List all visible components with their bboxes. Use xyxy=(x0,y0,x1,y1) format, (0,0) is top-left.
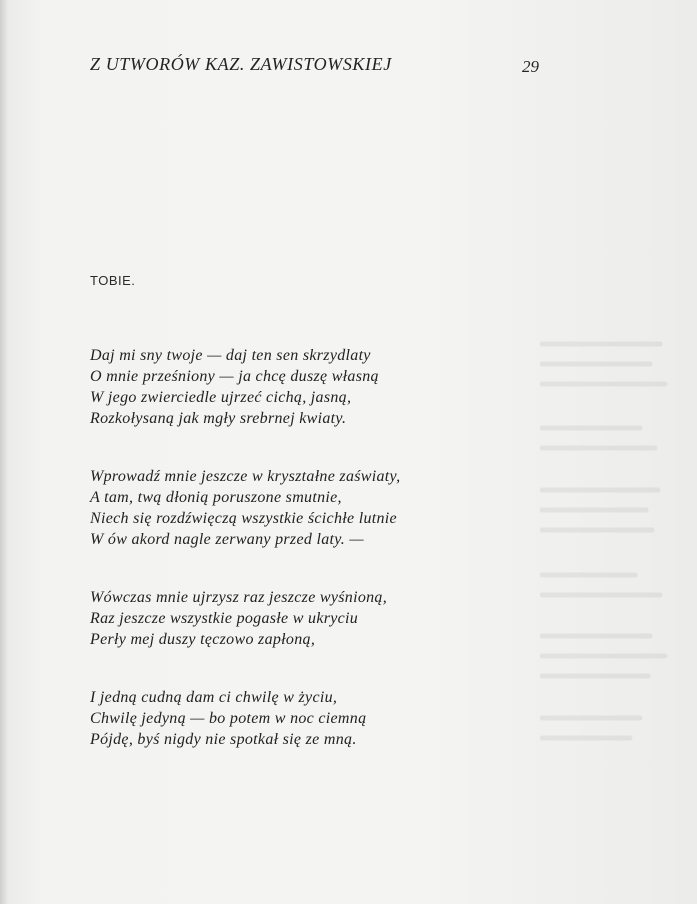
poem-title: TOBIE. xyxy=(90,273,136,288)
verse-line: O mnie prześniony — ja chcę duszę własną xyxy=(90,368,379,385)
verse-line: Pójdę, byś nigdy nie spotkał się ze mną. xyxy=(90,731,357,748)
verse-line: Raz jeszcze wszystkie pogasłe w ukryciu xyxy=(90,610,359,627)
stanza-1 xyxy=(90,345,379,429)
verse-line: Rozkołysaną jak mgły srebrnej kwiaty. xyxy=(90,410,347,427)
verse-line: Wprowadź mnie jeszcze w kryształne zaświaty, xyxy=(90,468,401,485)
verse-line: W ów akord nagle zerwany przed laty. — xyxy=(90,531,364,548)
running-head: Z UTWORÓW KAZ. ZAWISTOWSKIEJ xyxy=(90,54,392,74)
verse-line: Chwilę jedyną — bo potem w noc ciemną xyxy=(90,710,367,727)
verse-line: Niech się rozdźwięczą wszystkie ścichłe lutnie xyxy=(90,510,397,527)
stanza-3 xyxy=(90,587,387,650)
verse-line: Perły mej duszy tęczowo zapłoną, xyxy=(90,631,316,648)
stanza-2 xyxy=(90,466,400,550)
show-through-texture xyxy=(540,330,680,750)
page-number: 29 xyxy=(522,57,539,76)
stanza-4 xyxy=(90,687,366,750)
verse-line: A tam, twą dłonią poruszone smutnie, xyxy=(90,489,342,506)
verse-line: Wówczas mnie ujrzysz raz jeszcze wyśnioną, xyxy=(90,589,388,606)
verse-line: Daj mi sny twoje — daj ten sen skrzydlaty xyxy=(90,347,371,364)
verse-line: I jedną cudną dam ci chwilę w życiu, xyxy=(90,689,338,706)
verse-line: W jego zwierciedle ujrzeć cichą, jasną, xyxy=(90,389,352,406)
